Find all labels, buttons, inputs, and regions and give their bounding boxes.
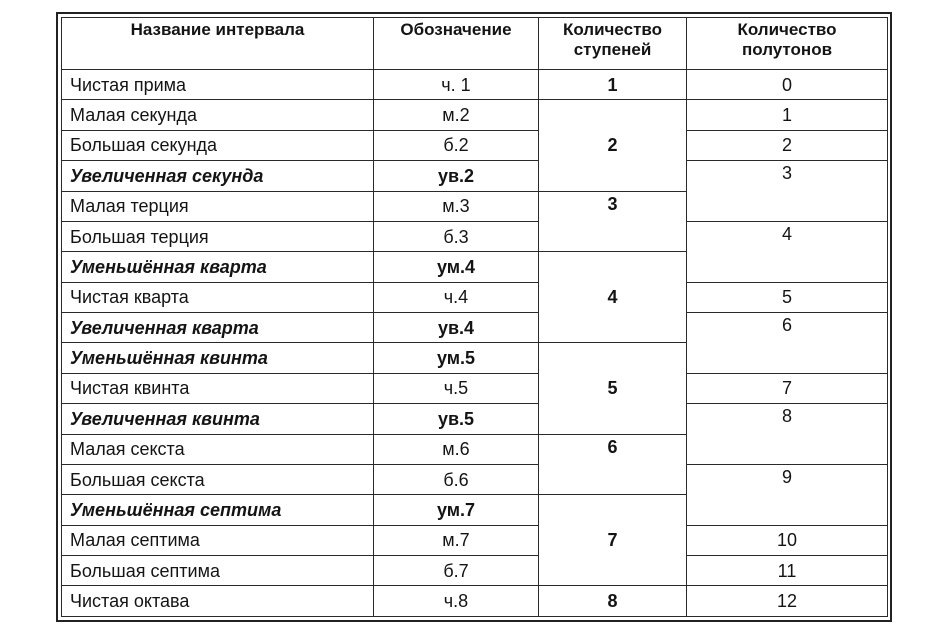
semitones-count: 11 (687, 556, 888, 586)
table-row (62, 464, 888, 494)
table-row (62, 70, 888, 100)
semitones-count: 6 (687, 313, 888, 374)
interval-abbr: ч.8 (374, 586, 539, 617)
header-steps (539, 18, 687, 70)
interval-name: Чистая квинта (62, 373, 374, 403)
intervals-table (61, 17, 888, 617)
interval-name: Малая секунда (62, 100, 374, 130)
table-row (62, 221, 888, 251)
table-row (62, 313, 888, 343)
header-row (62, 18, 888, 70)
semitones-count: 0 (687, 70, 888, 100)
interval-name: Большая секунда (62, 130, 374, 160)
interval-abbr: м.2 (374, 100, 539, 130)
interval-name: Чистая кварта (62, 282, 374, 312)
interval-abbr: б.2 (374, 130, 539, 160)
table-row (62, 161, 888, 191)
table-row (62, 556, 888, 586)
interval-name: Увеличенная секунда (62, 161, 374, 191)
table-row (62, 586, 888, 617)
interval-abbr: ум.5 (374, 343, 539, 373)
table-row (62, 404, 888, 434)
interval-abbr: м.3 (374, 191, 539, 221)
header-semitones-line2: полутонов (741, 40, 833, 59)
table-row (62, 130, 888, 160)
steps-count: 5 (539, 343, 687, 434)
semitones-count: 9 (687, 464, 888, 525)
header-semitones-line1: Количество (737, 20, 837, 39)
interval-abbr: ч.5 (374, 373, 539, 403)
interval-abbr: б.6 (374, 464, 539, 494)
semitones-count: 3 (687, 161, 888, 222)
steps-count: 8 (539, 586, 687, 617)
interval-abbr: ум.4 (374, 252, 539, 282)
interval-name: Малая секста (62, 434, 374, 464)
semitones-count: 12 (687, 586, 888, 617)
interval-abbr: ув.2 (374, 161, 539, 191)
table-row (62, 100, 888, 130)
interval-abbr: б.7 (374, 556, 539, 586)
interval-abbr: ч. 1 (374, 70, 539, 100)
header-steps-line2: ступеней (573, 40, 652, 59)
table-row (62, 373, 888, 403)
interval-name: Большая секста (62, 464, 374, 494)
semitones-count: 5 (687, 282, 888, 312)
header-steps-line1: Количество (562, 20, 663, 39)
semitones-count: 8 (687, 404, 888, 465)
interval-abbr: м.6 (374, 434, 539, 464)
header-abbr: Обозначение (374, 18, 539, 70)
steps-count: 4 (539, 252, 687, 343)
interval-name: Уменьшённая квинта (62, 343, 374, 373)
interval-abbr: ув.5 (374, 404, 539, 434)
semitones-count: 10 (687, 525, 888, 555)
interval-name: Увеличенная квинта (62, 404, 374, 434)
steps-count: 3 (539, 191, 687, 252)
interval-abbr: ув.4 (374, 313, 539, 343)
semitones-count: 2 (687, 130, 888, 160)
interval-name: Уменьшённая септима (62, 495, 374, 525)
header-name: Название интервала (62, 18, 374, 70)
steps-count: 2 (539, 100, 687, 191)
interval-abbr: б.3 (374, 221, 539, 251)
semitones-count: 7 (687, 373, 888, 403)
table-row (62, 525, 888, 555)
interval-name: Чистая октава (62, 586, 374, 617)
interval-name: Большая терция (62, 221, 374, 251)
interval-name: Малая септима (62, 525, 374, 555)
interval-abbr: м.7 (374, 525, 539, 555)
interval-name: Чистая прима (62, 70, 374, 100)
steps-count: 6 (539, 434, 687, 495)
interval-abbr: ч.4 (374, 282, 539, 312)
interval-name: Увеличенная кварта (62, 313, 374, 343)
table-row (62, 282, 888, 312)
semitones-count: 1 (687, 100, 888, 130)
interval-name: Малая терция (62, 191, 374, 221)
steps-count: 7 (539, 495, 687, 586)
interval-abbr: ум.7 (374, 495, 539, 525)
steps-count: 1 (539, 70, 687, 100)
interval-name: Уменьшённая кварта (62, 252, 374, 282)
interval-name: Большая септима (62, 556, 374, 586)
semitones-count: 4 (687, 221, 888, 282)
header-semitones (687, 18, 888, 70)
